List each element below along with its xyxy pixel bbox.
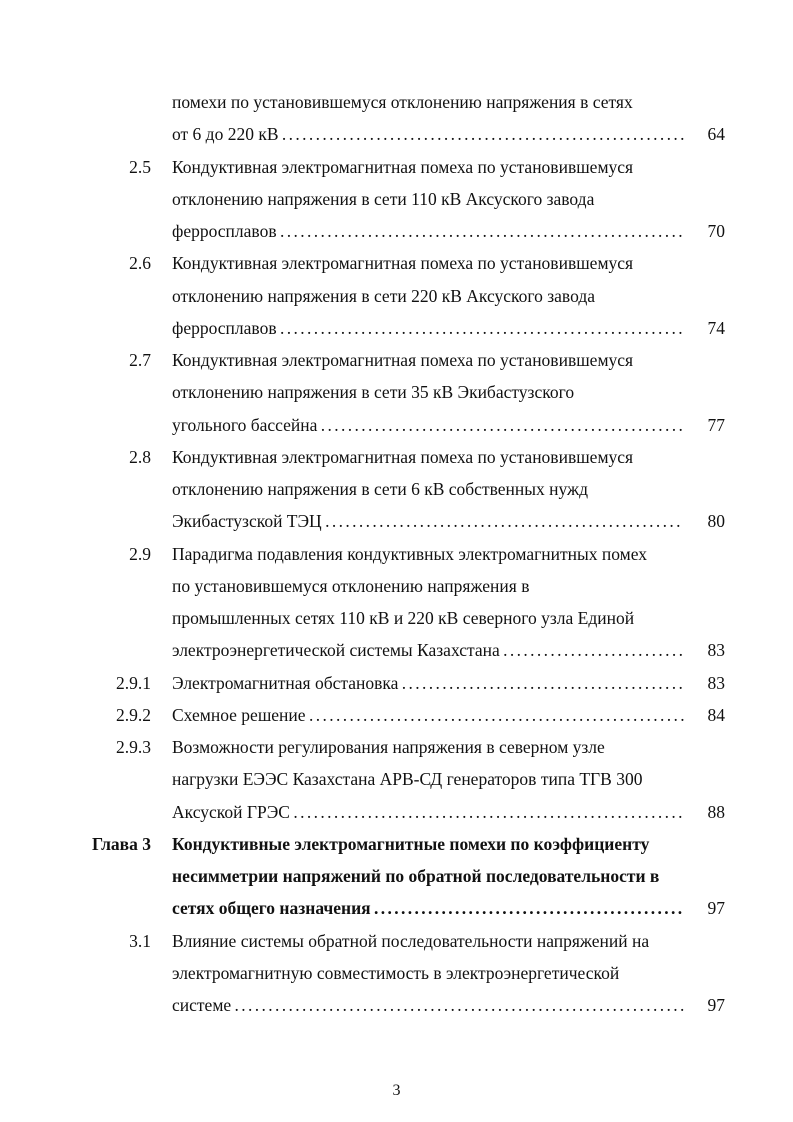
- toc-entry: [0, 86, 793, 151]
- toc-entry-text: нагрузки ЕЭЭС Казахстана АРВ-СД генераторов типа ТГВ 300: [172, 769, 643, 790]
- toc-entry-text: Аксуской ГРЭС . . .: [172, 796, 684, 828]
- toc-page-number: 97: [707, 995, 725, 1015]
- toc-line: [0, 247, 793, 279]
- toc-entry-text: отклонению напряжения в сети 220 кВ Аксуского завода: [172, 285, 595, 306]
- toc-entry: [0, 828, 793, 925]
- toc-line: [0, 892, 793, 924]
- toc-entry-text: помехи по установившемуся отклонению напряжения в сетях: [172, 92, 633, 112]
- toc-page-number: 83: [707, 672, 725, 693]
- toc-entry-text: Кондуктивная электромагнитная помеха по установившемуся: [172, 446, 634, 467]
- toc-line: [0, 957, 793, 989]
- toc-line: [0, 570, 793, 602]
- page-number: 3: [392, 1082, 401, 1099]
- toc-line: [0, 925, 793, 957]
- toc-entry: [0, 667, 793, 699]
- toc-page-number: 84: [707, 704, 725, 725]
- toc-entry: [0, 731, 793, 828]
- toc-line: [0, 344, 793, 376]
- toc-page-number: 83: [707, 640, 725, 661]
- toc-entry-text: отклонению напряжения в сети 6 кВ собственных нужд: [172, 479, 589, 499]
- toc-line: [0, 312, 793, 344]
- toc-entry-number: 2.9.2: [116, 704, 151, 725]
- toc-entry-number: 2.5: [129, 156, 151, 177]
- toc-entry-text: от 6 до 220 кВ . . .: [172, 118, 684, 150]
- toc-line: [0, 828, 793, 860]
- toc-entry-text: отклонению напряжения в сети 110 кВ Аксуского завода: [172, 188, 595, 209]
- toc-entry-text: Кондуктивные электромагнитные помехи по коэффициенту: [172, 833, 650, 854]
- toc-line: [0, 796, 793, 828]
- toc-line: [0, 409, 793, 441]
- toc-entry-number: 2.9: [129, 543, 151, 564]
- toc-entry-number: 2.9.1: [116, 672, 151, 693]
- toc-line: [0, 634, 793, 666]
- toc-line: [0, 538, 793, 570]
- toc-line: [0, 86, 793, 118]
- toc-line: [0, 602, 793, 634]
- toc-page-number: 77: [707, 414, 725, 435]
- toc-entry-text: ферросплавов . . .: [172, 215, 684, 247]
- toc-line: [0, 118, 793, 150]
- toc-line: [0, 667, 793, 699]
- toc-entry: [0, 699, 793, 731]
- toc-line: [0, 505, 793, 537]
- toc-line: [0, 860, 793, 892]
- toc-entry-text: Экибастузской ТЭЦ . . .: [172, 505, 684, 537]
- toc-line: [0, 473, 793, 505]
- toc-entry-text: электроэнергетической системы Казахстана . . .: [172, 634, 684, 666]
- toc-line: [0, 376, 793, 408]
- toc-entry: [0, 441, 793, 538]
- toc-entry-text: несимметрии напряжений по обратной последовательности в: [172, 866, 660, 886]
- toc-entry: [0, 925, 793, 1022]
- table-of-contents: [0, 86, 793, 1021]
- toc-entry-text: угольного бассейна . . .: [172, 409, 684, 441]
- toc-entry-text: Влияние системы обратной последовательности напряжений на: [172, 930, 650, 951]
- toc-entry-text: Кондуктивная электромагнитная помеха по установившемуся: [172, 350, 634, 370]
- toc-entry: [0, 344, 793, 441]
- toc-entry-text: Кондуктивная электромагнитная помеха по установившемуся: [172, 156, 634, 177]
- toc-entry-text: сетях общего назначения . . .: [172, 892, 684, 924]
- toc-entry-number: 3.1: [129, 930, 151, 951]
- toc-page-number: 88: [707, 801, 725, 822]
- toc-entry-text: электромагнитную совместимость в электроэнергетической: [172, 962, 620, 983]
- toc-line: [0, 183, 793, 215]
- toc-page-number: 70: [707, 221, 725, 241]
- toc-entry-text: системе . . .: [172, 989, 684, 1021]
- toc-entry-number: 2.6: [129, 253, 151, 274]
- toc-entry-number: Глава 3: [91, 833, 151, 854]
- toc-entry-text: промышленных сетях 110 кВ и 220 кВ северного узла Единой: [172, 608, 635, 628]
- toc-entry-text: Кондуктивная электромагнитная помеха по установившемуся: [172, 253, 634, 274]
- toc-entry-text: ферросплавов . . .: [172, 312, 684, 344]
- toc-entry: [0, 247, 793, 344]
- toc-entry-number: 2.8: [129, 446, 151, 467]
- toc-entry: [0, 538, 793, 667]
- toc-entry: [0, 151, 793, 248]
- toc-entry-number: 2.7: [129, 350, 151, 370]
- toc-line: [0, 215, 793, 247]
- toc-entry-text: Возможности регулирования напряжения в северном узле: [172, 737, 605, 757]
- toc-page-number: 80: [707, 511, 725, 532]
- toc-entry-number: 2.9.3: [116, 737, 151, 757]
- toc-line: [0, 989, 793, 1021]
- toc-line: [0, 763, 793, 795]
- toc-entry-text: по установившемуся отклонению напряжения в: [172, 575, 530, 596]
- toc-line: [0, 441, 793, 473]
- toc-page-number: 64: [707, 124, 725, 145]
- toc-line: [0, 699, 793, 731]
- toc-line: [0, 151, 793, 183]
- toc-entry-text: отклонению напряжения в сети 35 кВ Экибастузского: [172, 382, 575, 403]
- toc-line: [0, 280, 793, 312]
- toc-page-number: 97: [707, 898, 725, 919]
- toc-page-number: 74: [707, 317, 725, 338]
- toc-line: [0, 731, 793, 763]
- toc-entry-text: Схемное решение . . .: [172, 699, 684, 731]
- toc-entry-text: Электромагнитная обстановка . . .: [172, 667, 684, 699]
- toc-entry-text: Парадигма подавления кондуктивных электромагнитных помех: [172, 543, 648, 564]
